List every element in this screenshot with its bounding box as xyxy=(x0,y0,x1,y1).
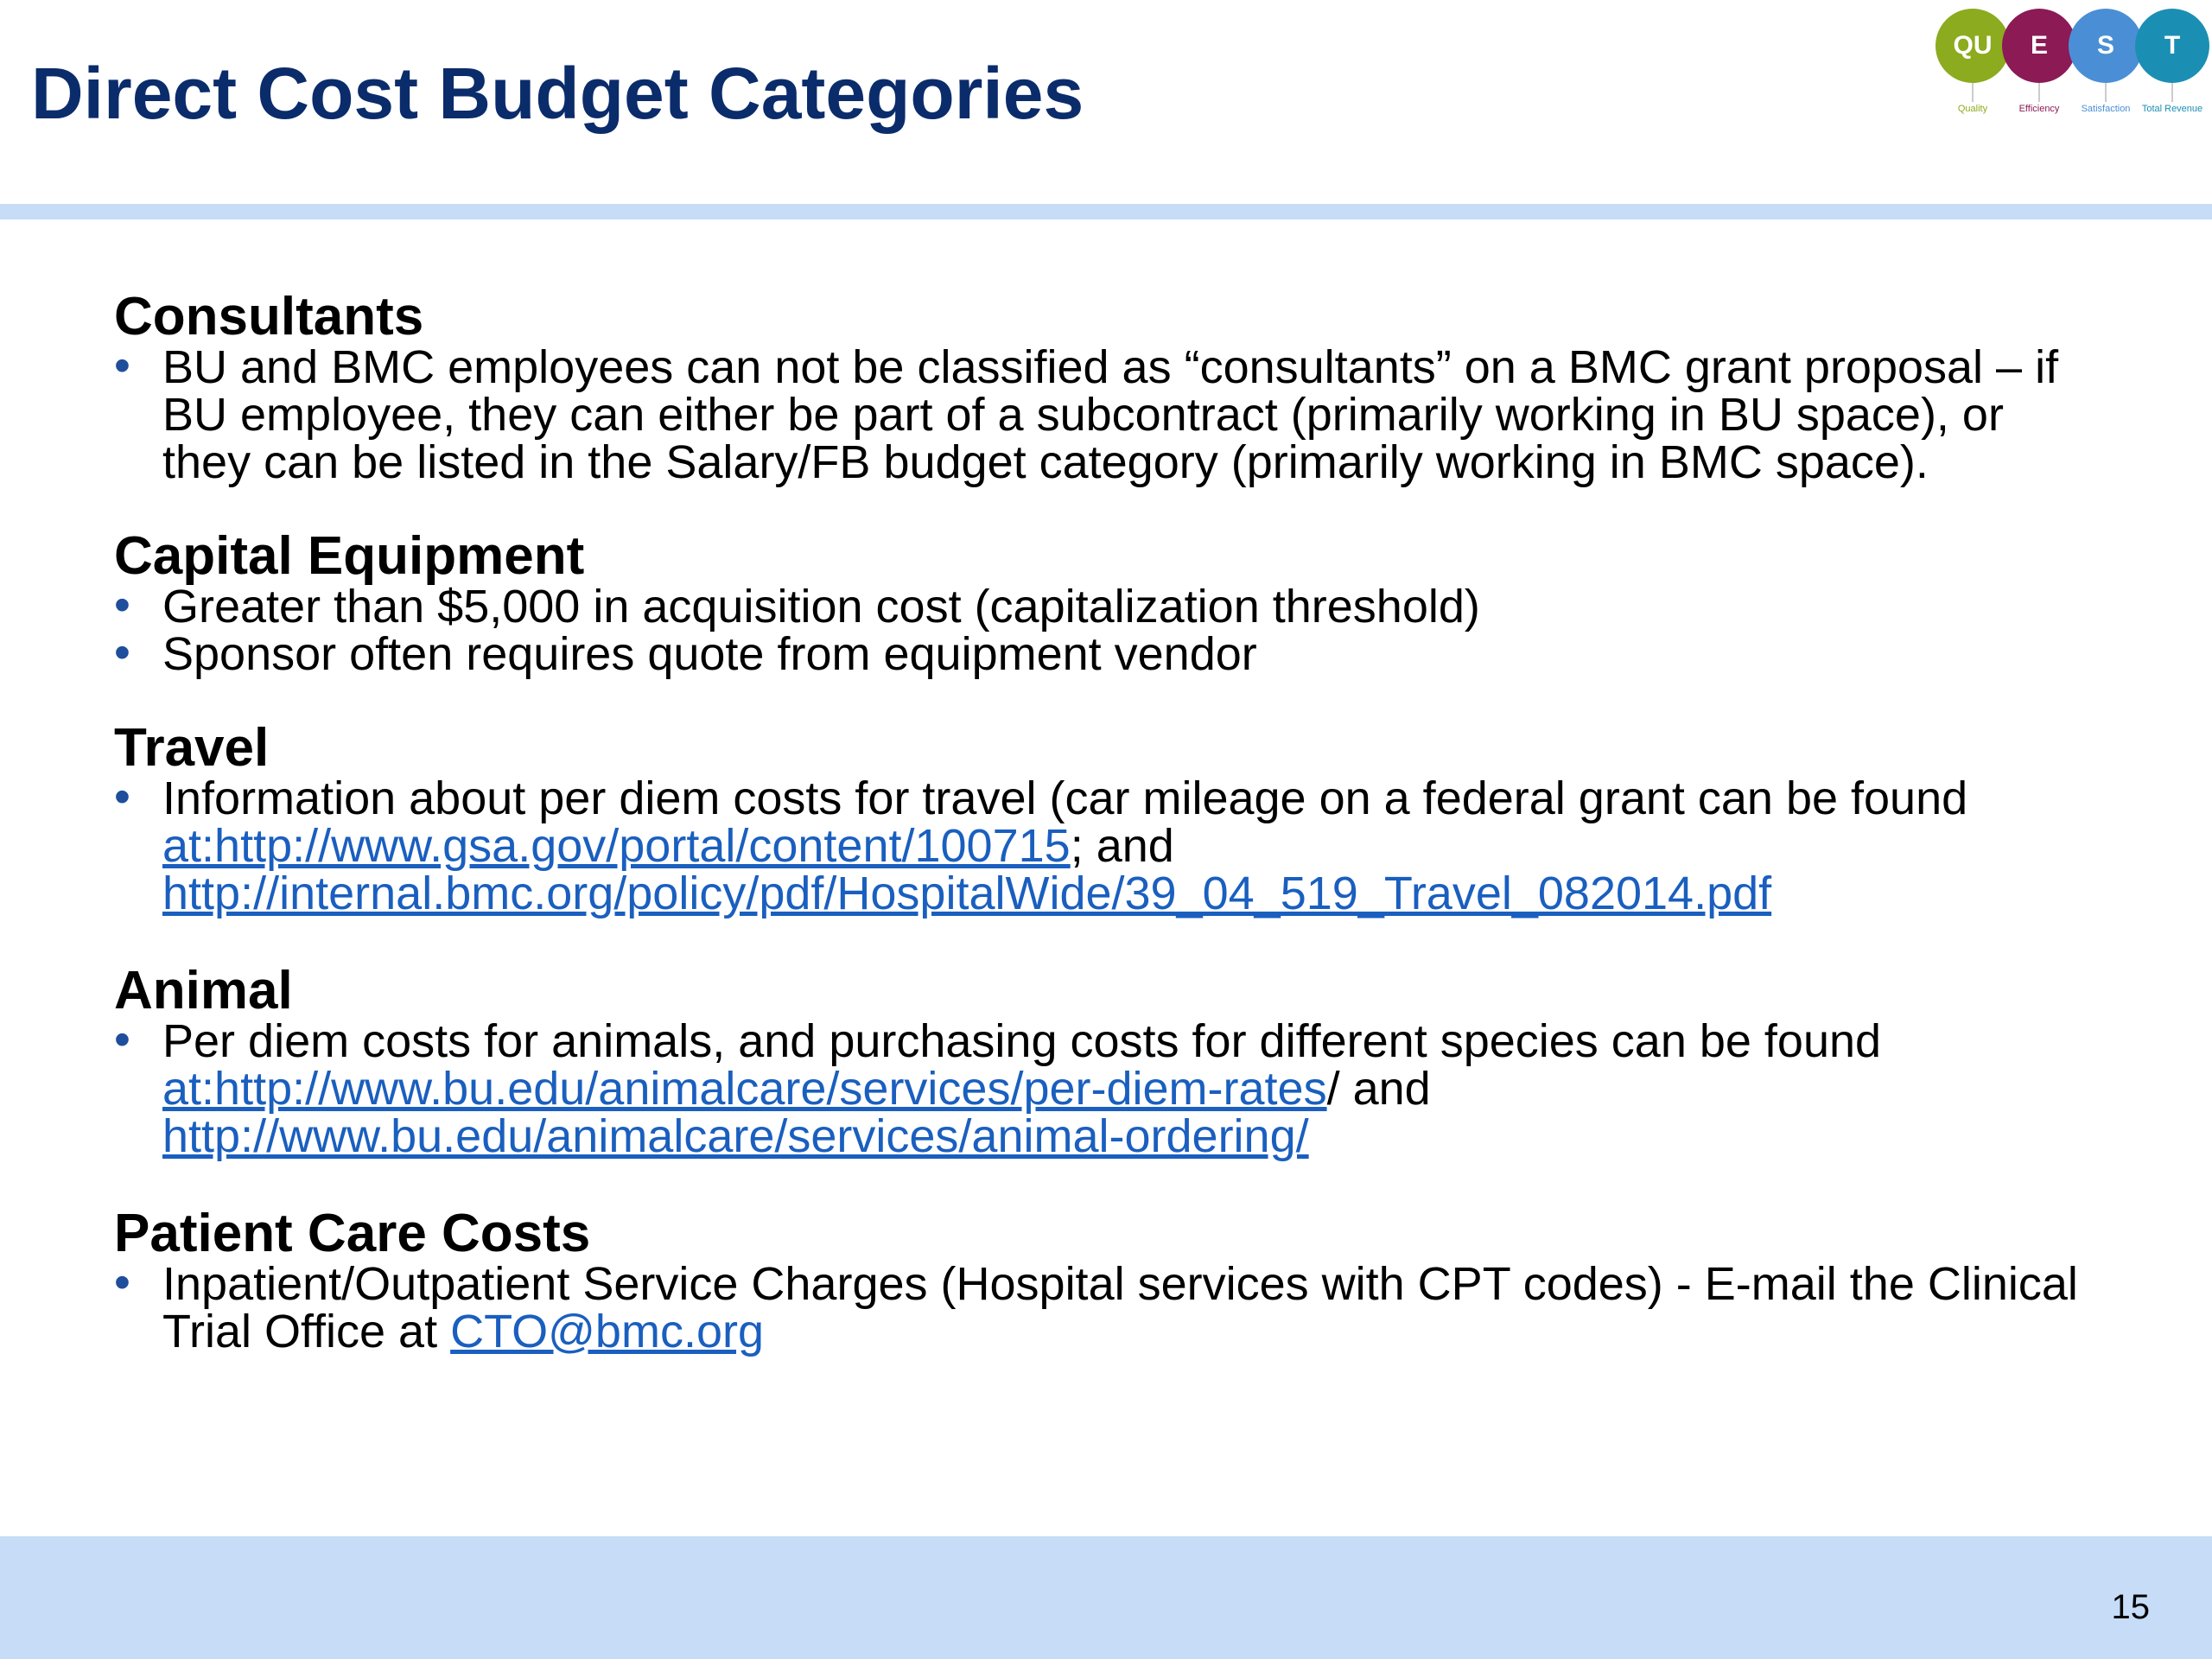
logo-caption-quality: Quality xyxy=(1957,104,1988,114)
logo-circle-e: E xyxy=(2002,9,2076,83)
logo-caption-efficiency: Efficiency xyxy=(2018,104,2060,114)
section-heading: Travel xyxy=(114,718,270,778)
section-capital-equipment xyxy=(114,526,2101,680)
header-rule xyxy=(0,204,2212,219)
animal-ordering-link[interactable]: http://www.bu.edu/animalcare/services/animal-ordering/ xyxy=(162,1110,1309,1162)
bullet-list xyxy=(114,771,2101,919)
bullet-text-connector: ; and xyxy=(1070,820,1174,872)
bullet-text: BU and BMC employees can not be classified as “consultants” on a BMC grant proposal – if BU employee, they can either be part of a subcontract (primarily working in BU space), or they can be listed in the Salary/FB budget category (primarily working in BMC space). xyxy=(162,341,2059,488)
logo-caption-satisfaction: Satisfaction xyxy=(2081,104,2131,114)
section-travel xyxy=(114,718,2101,919)
logo-stem xyxy=(2038,83,2040,102)
slide-title: Direct Cost Budget Categories xyxy=(31,53,1084,134)
bullet-item xyxy=(114,340,2101,488)
section-heading: Patient Care Costs xyxy=(114,1204,591,1263)
bmc-travel-policy-link[interactable]: http://internal.bmc.org/policy/pdf/HospitalWide/39_04_519_Travel_082014.pdf xyxy=(162,868,1772,919)
bullet-item xyxy=(114,1256,2101,1357)
section-heading: Animal xyxy=(114,961,293,1020)
section-patient-care-costs xyxy=(114,1204,2101,1357)
section-heading: Consultants xyxy=(114,287,424,346)
logo-circle-t: T xyxy=(2135,9,2209,83)
bullet-list xyxy=(114,1256,2101,1357)
bullet-item xyxy=(114,771,2101,919)
bullet-text: Inpatient/Outpatient Service Charges (Hospital services with CPT codes) - E-mail the Clinical Trial Office at xyxy=(162,1258,2078,1357)
section-animal xyxy=(114,961,2101,1162)
bullet-text-connector: / and xyxy=(1326,1063,1431,1115)
footer-band xyxy=(0,1536,2212,1659)
bullet-list xyxy=(114,1014,2101,1162)
bullet-item xyxy=(114,1014,2101,1162)
bullet-icon: • xyxy=(114,771,130,823)
bullet-text: Sponsor often requires quote from equipment vendor xyxy=(162,628,1257,680)
logo-stem xyxy=(2171,83,2173,102)
logo-circle-s: S xyxy=(2069,9,2143,83)
slide-content xyxy=(114,287,2101,1357)
cto-email-link[interactable]: CTO@bmc.org xyxy=(450,1306,765,1357)
logo-caption-total-revenue: Total Revenue xyxy=(2141,104,2203,114)
bullet-icon: • xyxy=(114,1014,130,1065)
bullet-icon: • xyxy=(114,1256,130,1308)
bullet-icon: • xyxy=(114,340,130,391)
bullet-list xyxy=(114,579,2101,680)
logo-stem xyxy=(1972,83,1974,102)
gsa-per-diem-link[interactable]: at:http://www.gsa.gov/portal/content/100715 xyxy=(162,820,1071,872)
bullet-text: Greater than $5,000 in acquisition cost (capitalization threshold) xyxy=(162,581,1480,632)
bullet-item xyxy=(114,626,2101,680)
per-diem-rates-link[interactable]: at:http://www.bu.edu/animalcare/services/per-diem-rates xyxy=(162,1063,1327,1115)
bullet-item xyxy=(114,579,2101,632)
bullet-list xyxy=(114,340,2101,488)
logo-circle-qu: QU xyxy=(1936,9,2010,83)
bullet-icon: • xyxy=(114,626,130,678)
section-heading: Capital Equipment xyxy=(114,526,585,586)
logo-stem xyxy=(2105,83,2107,102)
quest-logo xyxy=(1925,9,2210,138)
section-consultants xyxy=(114,287,2101,488)
page-number: 15 xyxy=(2111,1588,2150,1626)
bullet-icon: • xyxy=(114,579,130,631)
bullet-text: Per diem costs for animals, and purchasing costs for different species can be found xyxy=(162,1015,1882,1067)
bullet-text: Information about per diem costs for travel (car mileage on a federal grant can be found xyxy=(162,772,1968,824)
